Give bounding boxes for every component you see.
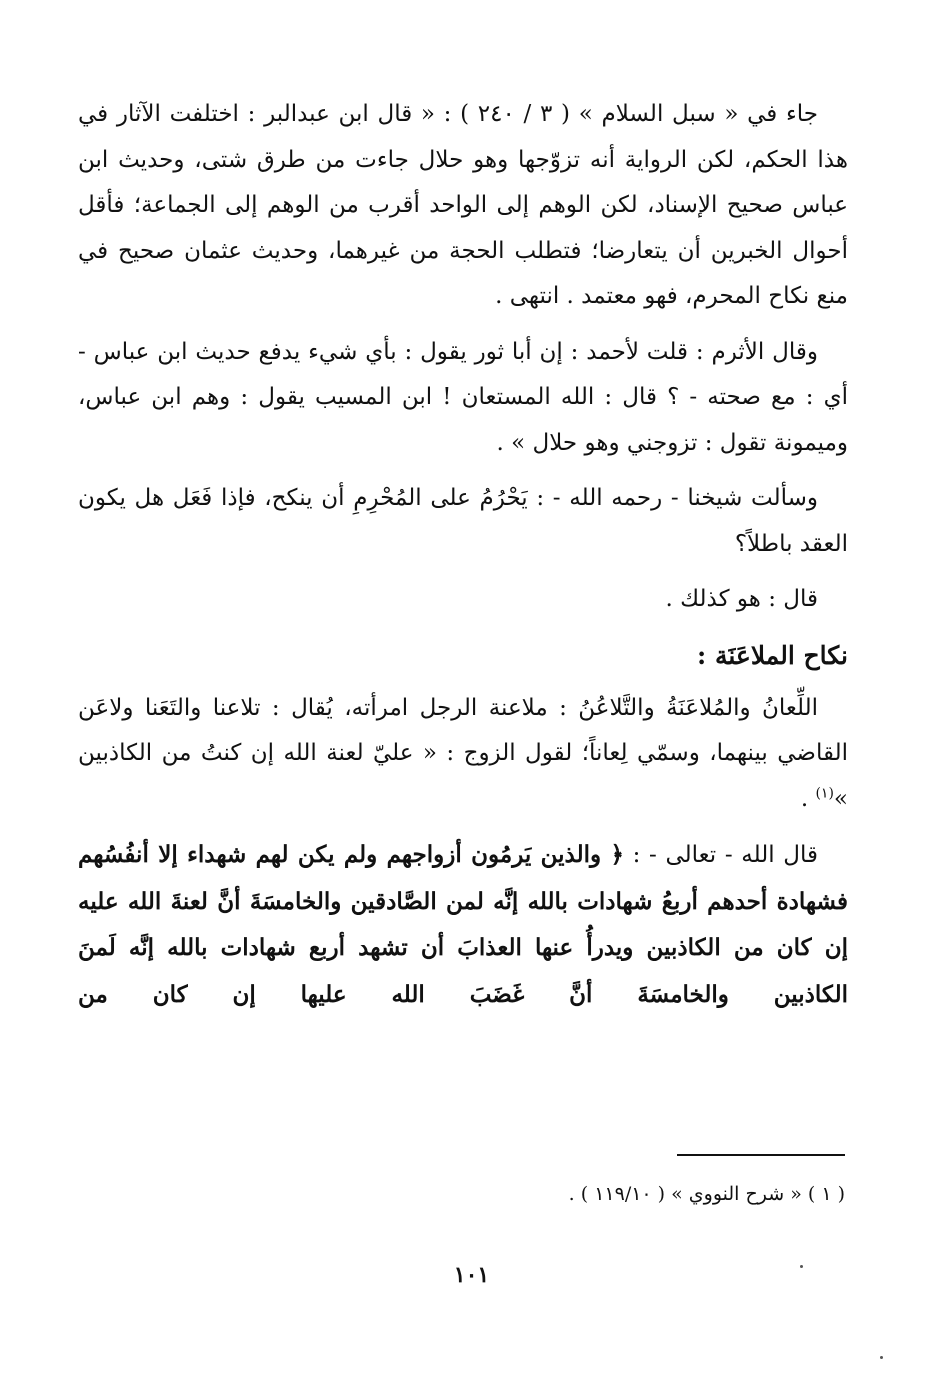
paragraph-subul-al-salam: جاء في « سبل السلام » ( ٣ / ٢٤٠ ) : « قال ابن عبدالبر : اختلفت الآثار في هذا الحكم، لكن الرواية أنه تزوّجها وهو حلال جاءت من طرق شتى، وحديث ابن عباس صحيح الإسناد، لكن الوهم إلى الواحد أقرب من الوهم إلى الجماعة؛ فأقل أحوال الخبرين أن يتعارضا؛ فتطلب الحجة من غيرهما، وحديث عثمان صحيح في منع نكاح المحرم، فهو معتمد . انتهى . (78, 101, 848, 309)
page-number: ١٠١ (453, 1262, 490, 1288)
paragraph-question: وسألت شيخنا - رحمه الله - : يَحْرُمُ على المُحْرِمِ أن ينكح، فإذا فَعَل هل يكون العقد باطلاً؟ (78, 485, 848, 557)
lian-text: اللِّعانُ والمُلاعَنَةُ والتَّلاعُنُ : ملاعنة الرجل امرأته، يُقال : تلاعنا والتَعَنا ولاعَن القاضي بينهما، وسمّي لِعاناً؛ لقول الزوج : « عليّ لعنة الله إن كنتُ من الكاذبين » (78, 694, 848, 812)
paragraph-answer: قال : هو كذلك . (665, 586, 818, 612)
paragraph-athram: وقال الأثرم : قلت لأحمد : إن أبا ثور يقول : بأي شيء يدفع حديث ابن عباس - أي : مع صحته - ؟ قال : الله المستعان ! ابن المسيب يقول : وهم ابن عباس، وميمونة تقول : تزوجني وهو حلال » . (78, 338, 848, 456)
paragraph-quran (78, 832, 848, 1018)
footnote-reference: (١) (815, 784, 834, 801)
section-heading: نكاح الملاعَنَة : (697, 640, 848, 670)
footnote-divider (677, 1154, 845, 1156)
footnote: ( ١ ) « شرح النووي » ( ١١٩/١٠ ) . (568, 1183, 845, 1205)
scan-speck (800, 1265, 803, 1268)
quran-verse: ﴿ والذين يَرمُون أزواجهم ولم يكن لهم شهداء إلا أنفُسُهم فشهادة أحدهم أربعُ شهادات بالله إنَّه لمن الصَّادقين والخامسَةَ أنَّ لعنةَ الله عليه إن كان من الكاذبين ويدرأُ عنها العذابَ أن تشهد أربع شهادات بالله إنَّه لَمنَ الكاذبين والخامسَةَ أنَّ غَضَبَ الله عليها إن كان من (78, 841, 848, 1008)
scan-speck (880, 1356, 883, 1359)
paragraph-lian-definition (78, 686, 848, 823)
quran-intro: قال الله - تعالى - : (623, 842, 819, 868)
page-body (78, 92, 848, 1028)
lian-end: . (800, 785, 816, 812)
